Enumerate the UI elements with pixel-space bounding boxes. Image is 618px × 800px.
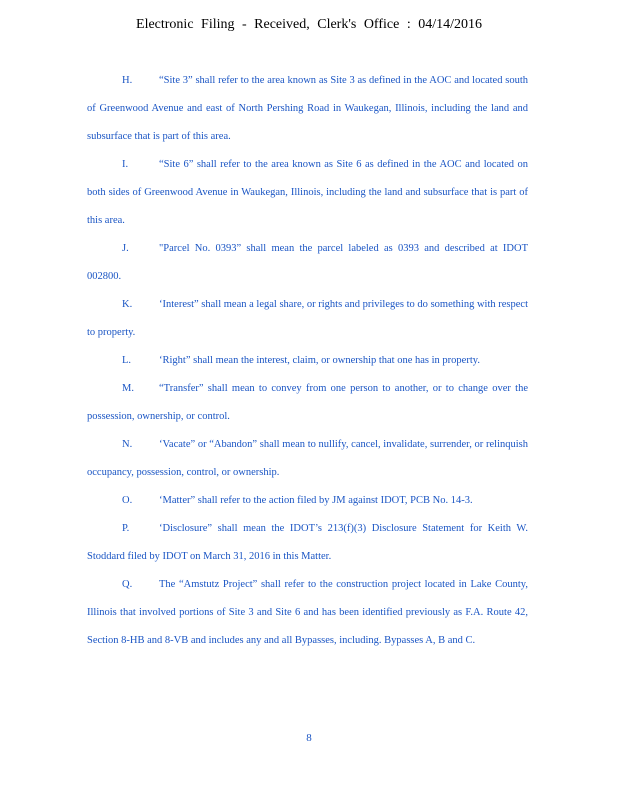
definition-q	[87, 571, 528, 655]
definition-j	[87, 235, 528, 291]
definition-m	[87, 375, 528, 431]
definition-text: “Transfer” shall mean to convey from one person to another, or to change over the possession, ownership, or control.	[87, 383, 528, 422]
definition-o	[87, 487, 528, 515]
definition-h	[87, 67, 528, 151]
definition-k	[87, 291, 528, 347]
definition-letter: J.	[122, 243, 129, 254]
definition-text: “Site 6” shall refer to the area known as Site 6 as defined in the AOC and located on both sides of Greenwood Avenue in Waukegan, Illinois, including the land and subsurface that is part of this area.	[87, 159, 528, 226]
definition-letter: O.	[122, 495, 133, 506]
definition-letter: L.	[122, 355, 132, 366]
definitions-list	[87, 67, 528, 655]
definition-text: "Parcel No. 0393” shall mean the parcel labeled as 0393 and described at IDOT 002800.	[87, 243, 528, 282]
definition-l	[87, 347, 528, 375]
definition-text: ‘Interest” shall mean a legal share, or rights and privileges to do something with respect to property.	[87, 299, 528, 338]
definition-text: ‘Vacate” or “Abandon” shall mean to nullify, cancel, invalidate, surrender, or relinquish occupancy, possession, control, or ownership.	[87, 439, 528, 478]
definition-letter: N.	[122, 439, 133, 450]
definition-text: ‘Matter” shall refer to the action filed by JM against IDOT, PCB No. 14-3.	[159, 495, 473, 506]
definition-letter: P.	[122, 523, 130, 534]
definition-n	[87, 431, 528, 487]
definition-letter: I.	[122, 159, 129, 170]
definition-p	[87, 515, 528, 571]
definition-letter: M.	[122, 383, 134, 394]
definition-letter: H.	[122, 75, 133, 86]
definition-text: “Site 3” shall refer to the area known as Site 3 as defined in the AOC and located south of Greenwood Avenue and east of North Pershing Road in Waukegan, Illinois, including the land and subsurface that is part of this area.	[87, 75, 528, 142]
definition-i	[87, 151, 528, 235]
definition-text: ‘Right” shall mean the interest, claim, or ownership that one has in property.	[159, 355, 480, 366]
definition-text: The “Amstutz Project” shall refer to the construction project located in Lake County, Illinois that involved portions of Site 3 and Site 6 and has been identified previously as F.A. Route 42, Section 8-HB and 8-VB and includes any and all Bypasses, including. Bypasses A, B and C.	[87, 579, 528, 646]
definition-letter: Q.	[122, 579, 133, 590]
page-number: 8	[306, 732, 312, 744]
filing-stamp-header: Electronic Filing - Received, Clerk's Office : 04/14/2016	[136, 17, 482, 32]
definition-letter: K.	[122, 299, 133, 310]
definition-text: ‘Disclosure” shall mean the IDOT’s 213(f)(3) Disclosure Statement for Keith W. Stoddard filed by IDOT on March 31, 2016 in this Matter.	[87, 523, 528, 562]
